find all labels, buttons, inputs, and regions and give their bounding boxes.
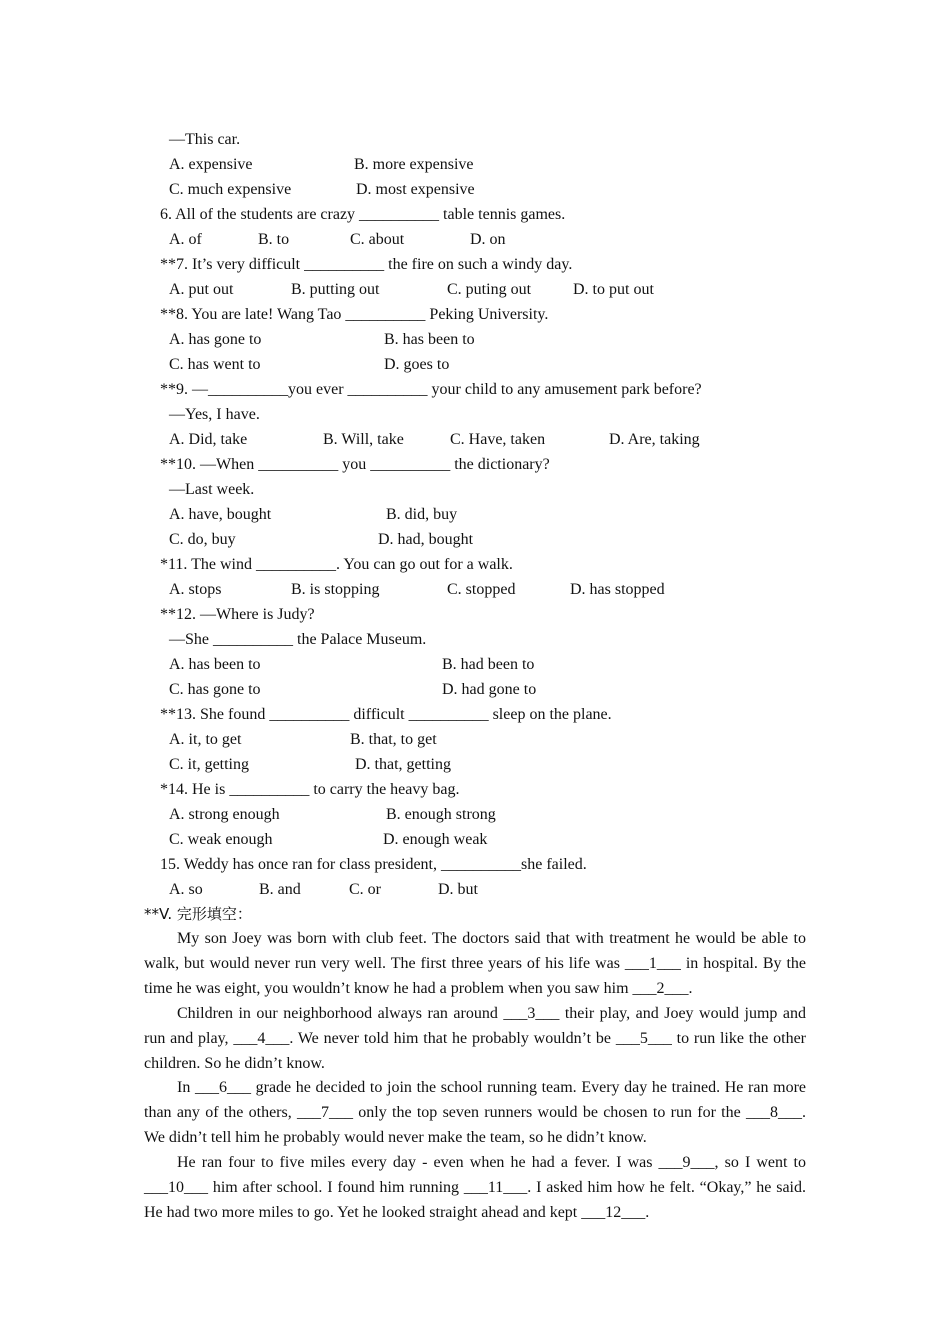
q11-option-d: D. has stopped <box>570 581 665 598</box>
q5-option-a: A. expensive <box>169 156 253 173</box>
q11-option-c: C. stopped <box>447 581 516 598</box>
q14-stem: *14. He is __________ to carry the heavy bag. <box>160 781 460 798</box>
q9-option-b: B. Will, take <box>323 431 404 448</box>
q12-option-d: D. had gone to <box>442 681 537 698</box>
q10-option-c: C. do, buy <box>169 531 236 548</box>
q10-answer-line: —Last week. <box>169 481 255 498</box>
q9-option-d: D. Are, taking <box>609 431 700 448</box>
section-heading: **V. 完形填空： <box>144 905 252 923</box>
q7-option-d: D. to put out <box>573 281 654 298</box>
q5-option-b: B. more expensive <box>354 156 474 173</box>
q14-option-a: A. strong enough <box>169 806 280 823</box>
q8-option-a: A. has gone to <box>169 331 262 348</box>
q9-stem: **9. —__________you ever __________ your child to any amusement park before? <box>160 381 702 398</box>
q7-option-a: A. put out <box>169 281 234 298</box>
q6-stem: 6. All of the students are crazy __________ table tennis games. <box>160 206 566 223</box>
q6-option-d: D. on <box>470 231 506 248</box>
q14-option-b: B. enough strong <box>386 806 496 823</box>
q10-stem: **10. —When __________ you __________ the dictionary? <box>160 456 550 473</box>
q8-stem: **8. You are late! Wang Tao __________ Peking University. <box>160 306 549 323</box>
q12-option-c: C. has gone to <box>169 681 261 698</box>
q12-option-a: A. has been to <box>169 656 261 673</box>
q10-option-a: A. have, bought <box>169 506 272 523</box>
q13-option-b: B. that, to get <box>350 731 437 748</box>
q10-option-d: D. had, bought <box>378 531 474 548</box>
q6-option-a: A. of <box>169 231 202 248</box>
q13-stem: **13. She found __________ difficult __________ sleep on the plane. <box>160 706 612 723</box>
q15-option-a: A. so <box>169 881 203 898</box>
q7-option-c: C. puting out <box>447 281 532 298</box>
q15-option-d: D. but <box>438 881 478 898</box>
q15-option-c: C. or <box>349 881 381 898</box>
q15-option-b: B. and <box>259 881 301 898</box>
q15-stem: 15. Weddy has once ran for class president, __________she failed. <box>160 856 587 873</box>
q7-option-b: B. putting out <box>291 281 380 298</box>
q8-option-c: C. has went to <box>169 356 261 373</box>
q12-option-b: B. had been to <box>442 656 535 673</box>
q6-option-b: B. to <box>258 231 290 248</box>
q11-option-b: B. is stopping <box>291 581 380 598</box>
q6-option-c: C. about <box>350 231 405 248</box>
q13-option-c: C. it, getting <box>169 756 249 773</box>
q14-option-c: C. weak enough <box>169 831 273 848</box>
q11-option-a: A. stops <box>169 581 222 598</box>
passage-paragraph-1: My son Joey was born with club feet. The doctors said that with treatment he would be able to walk, but would never run very well. The first three years of his life was ___1___ in hospital. By the time he was eight, you wouldn’t know he had a problem when you saw him ___2___. <box>144 930 806 997</box>
q5-option-c: C. much expensive <box>169 181 292 198</box>
q12-answer-line: —She __________ the Palace Museum. <box>169 631 427 648</box>
q13-option-d: D. that, getting <box>355 756 451 773</box>
q13-option-a: A. it, to get <box>169 731 242 748</box>
q14-option-d: D. enough weak <box>383 831 488 848</box>
passage-paragraph-3: In ___6___ grade he decided to join the school running team. Every day he trained. He ran more than any of the others, ___7___ only the top seven runners would be chosen to run for the ___8___. We didn’t tell him he probably would never make the team, so he didn’t know. <box>144 1079 806 1146</box>
passage-paragraph-4: He ran four to five miles every day - even when he had a fever. I was ___9___, so I went to ___10___ him after school. I found him running ___11___. I asked him how he felt. “Okay,” he said. He had two more miles to go. Yet he looked straight ahead and kept ___12___. <box>144 1154 806 1221</box>
q5-answer-line: —This car. <box>169 131 241 148</box>
q11-stem: *11. The wind __________. You can go out for a walk. <box>160 556 513 573</box>
q8-option-b: B. has been to <box>384 331 475 348</box>
q9-answer-line: —Yes, I have. <box>169 406 260 423</box>
q9-option-a: A. Did, take <box>169 431 248 448</box>
passage-paragraph-2: Children in our neighborhood always ran around ___3___ their play, and Joey would jump and run and play, ___4___. We never told him that he probably wouldn’t be ___5___ to run like the other children. So he didn’t know. <box>144 1005 806 1072</box>
q9-option-c: C. Have, taken <box>450 431 546 448</box>
q5-option-d: D. most expensive <box>356 181 475 198</box>
q8-option-d: D. goes to <box>384 356 450 373</box>
q7-stem: **7. It’s very difficult __________ the fire on such a windy day. <box>160 256 573 273</box>
q12-stem: **12. —Where is Judy? <box>160 606 315 623</box>
q10-option-b: B. did, buy <box>386 506 458 523</box>
